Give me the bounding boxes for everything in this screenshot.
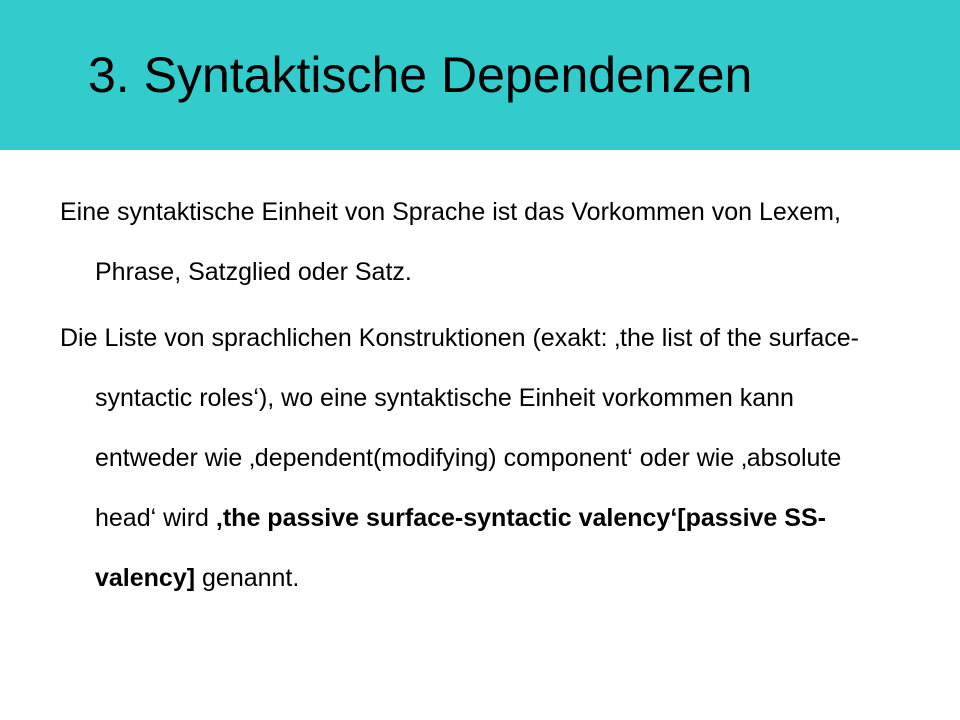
paragraph-valency-text: Die Liste von sprachlichen Konstruktionen (exakt: ‚the list of the surface-syntactic roles‘), wo eine syntaktische Einheit vorkommen kann entweder wie ‚dependent(modifying) component‘ oder wie ‚absolute head‘ wird xyxy=(60,324,860,532)
valency-term: ‚the passive surface-syntactic valency‘[passive SS-valency] xyxy=(95,504,826,592)
slide-title: 3. Syntaktische Dependenzen xyxy=(88,47,753,103)
slide-body xyxy=(60,182,890,614)
paragraph-valency-ending: genannt. xyxy=(195,564,300,592)
title-bar xyxy=(0,0,960,150)
paragraph-definition: Eine syntaktische Einheit von Sprache ist das Vorkommen von Lexem, Phrase, Satzglied oder Satz. xyxy=(60,198,841,286)
paragraph-valency xyxy=(60,308,890,608)
